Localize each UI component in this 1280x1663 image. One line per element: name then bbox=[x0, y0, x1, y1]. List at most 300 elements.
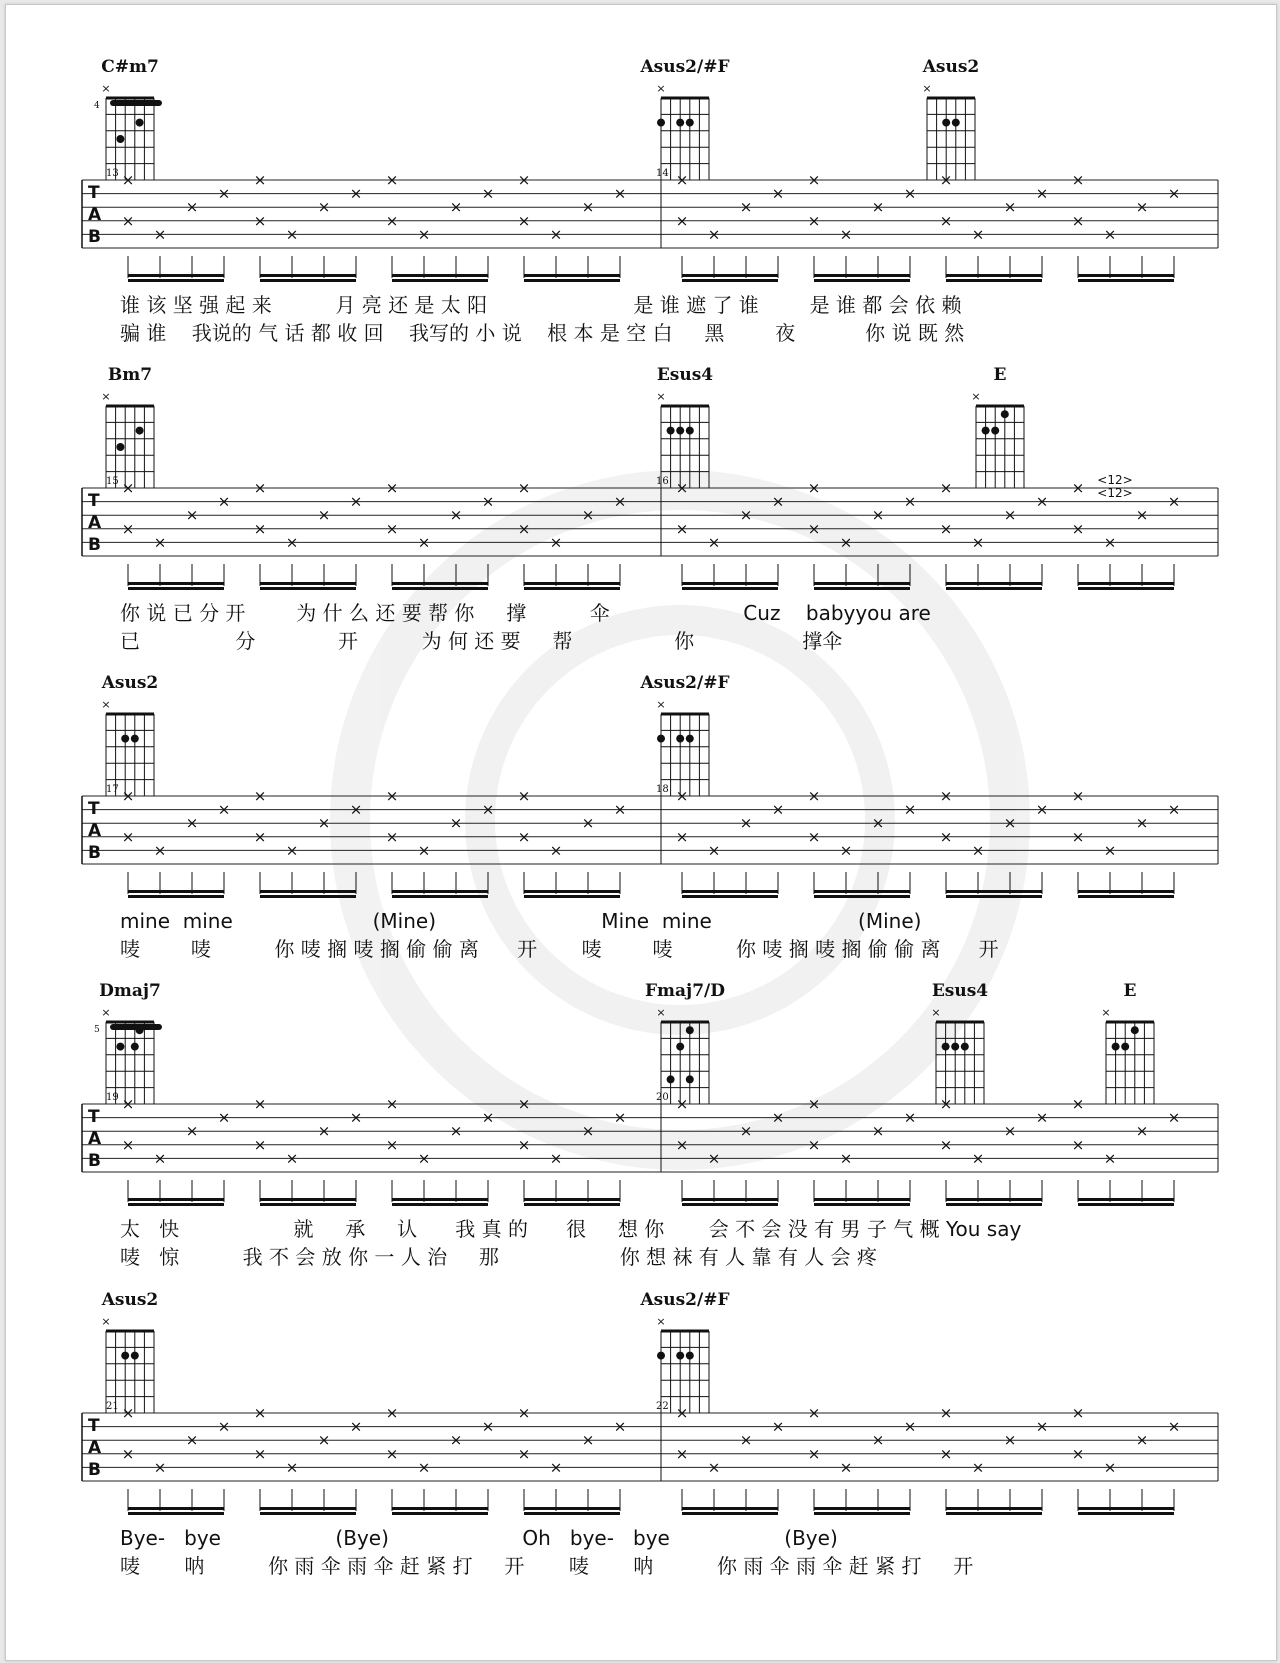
beam bbox=[1078, 582, 1174, 585]
dead-note: × bbox=[1071, 827, 1085, 846]
beam bbox=[524, 1198, 620, 1201]
measure-number: 16 bbox=[656, 476, 669, 487]
dead-note: × bbox=[517, 1444, 531, 1463]
dead-note: × bbox=[903, 1417, 917, 1436]
dead-note: × bbox=[385, 211, 399, 230]
chord-name: E bbox=[993, 365, 1007, 385]
dead-note: × bbox=[253, 171, 267, 189]
chord-name: Dmaj7 bbox=[99, 981, 161, 1001]
beam bbox=[946, 279, 1042, 282]
beam bbox=[946, 582, 1042, 585]
dead-note: × bbox=[481, 1108, 495, 1127]
dead-note: × bbox=[1103, 1149, 1117, 1168]
lyric-line: 唛 惊 我 不 会 放 你 一 人 治 那 你 想 袜 有 人 靠 有 人 会 疼 bbox=[120, 1245, 877, 1269]
dead-note: × bbox=[613, 1108, 627, 1127]
beam bbox=[524, 890, 620, 893]
dead-note: × bbox=[771, 492, 785, 511]
dead-note: × bbox=[185, 1122, 199, 1141]
dead-note: × bbox=[675, 1135, 689, 1154]
chord-dot bbox=[686, 735, 694, 743]
beam bbox=[946, 1512, 1042, 1515]
beam bbox=[946, 895, 1042, 898]
beat-group bbox=[386, 1095, 495, 1206]
beat-group bbox=[254, 171, 363, 282]
dead-note: × bbox=[807, 211, 821, 230]
chord-dot bbox=[686, 1075, 694, 1083]
tab-clef-t: T bbox=[88, 1107, 100, 1127]
chord-dot bbox=[136, 427, 144, 435]
dead-note: × bbox=[675, 479, 689, 497]
dead-note: × bbox=[1071, 1135, 1085, 1154]
dead-note: × bbox=[285, 841, 299, 860]
dead-note: × bbox=[317, 506, 331, 525]
dead-note: × bbox=[1003, 1431, 1017, 1450]
beam bbox=[814, 895, 910, 898]
dead-note: × bbox=[707, 225, 721, 244]
dead-note: × bbox=[939, 171, 953, 189]
chord-dot bbox=[676, 119, 684, 127]
dead-note: × bbox=[517, 479, 531, 497]
dead-note: × bbox=[121, 827, 135, 846]
dead-note: × bbox=[1071, 787, 1085, 805]
chord-diagram bbox=[101, 1290, 159, 1413]
chord-dot bbox=[131, 1043, 139, 1051]
beam bbox=[392, 587, 488, 590]
dead-note: × bbox=[871, 198, 885, 217]
tab-clef-t: T bbox=[88, 183, 100, 203]
chord-dot bbox=[952, 119, 960, 127]
beam bbox=[392, 1507, 488, 1510]
chord-dot bbox=[676, 1352, 684, 1360]
dead-note: × bbox=[1003, 198, 1017, 217]
dead-note: × bbox=[253, 1095, 267, 1113]
beam bbox=[946, 1203, 1042, 1206]
beam bbox=[1078, 274, 1174, 277]
beat-group bbox=[518, 171, 627, 282]
dead-note: × bbox=[1167, 492, 1181, 511]
dead-note: × bbox=[1071, 211, 1085, 230]
dead-note: × bbox=[1035, 1417, 1049, 1436]
dead-note: × bbox=[385, 1404, 399, 1422]
beam bbox=[946, 890, 1042, 893]
dead-note: × bbox=[517, 787, 531, 805]
beam bbox=[524, 1203, 620, 1206]
beam bbox=[682, 895, 778, 898]
muted-string-mark: × bbox=[656, 390, 666, 403]
dead-note: × bbox=[675, 787, 689, 805]
dead-note: × bbox=[675, 827, 689, 846]
dead-note: × bbox=[771, 1108, 785, 1127]
dead-note: × bbox=[385, 519, 399, 538]
dead-note: × bbox=[217, 1108, 231, 1127]
dead-note: × bbox=[675, 171, 689, 189]
dead-note: × bbox=[549, 225, 563, 244]
dead-note: × bbox=[871, 506, 885, 525]
dead-note: × bbox=[807, 519, 821, 538]
dead-note: × bbox=[807, 787, 821, 805]
dead-note: × bbox=[581, 1431, 595, 1450]
muted-string-mark: × bbox=[656, 1006, 666, 1019]
beat-group bbox=[676, 1404, 785, 1515]
muted-string-mark: × bbox=[922, 82, 932, 95]
dead-note: × bbox=[385, 479, 399, 497]
chord-diagram bbox=[94, 981, 162, 1104]
muted-string-mark: × bbox=[101, 82, 111, 95]
dead-note: × bbox=[185, 198, 199, 217]
tab-clef-t: T bbox=[88, 799, 100, 819]
chord-dot bbox=[1112, 1043, 1120, 1051]
beam bbox=[128, 890, 224, 893]
dead-note: × bbox=[549, 1458, 563, 1477]
dead-note: × bbox=[285, 533, 299, 552]
beat-group bbox=[940, 1095, 1049, 1206]
chord-name: Fmaj7/D bbox=[644, 981, 726, 1001]
beam bbox=[524, 582, 620, 585]
chord-name: Asus2 bbox=[101, 1290, 159, 1310]
beam bbox=[524, 274, 620, 277]
dead-note: × bbox=[871, 814, 885, 833]
dead-note: × bbox=[217, 184, 231, 203]
dead-note: × bbox=[807, 171, 821, 189]
beam bbox=[260, 274, 356, 277]
dead-note: × bbox=[217, 800, 231, 819]
dead-note: × bbox=[903, 492, 917, 511]
tab-clef-a: A bbox=[88, 821, 102, 841]
lyric-line: 唛 呐 你 雨 伞 雨 伞 赶 紧 打 开 唛 呐 你 雨 伞 雨 伞 赶 紧 打 开 bbox=[120, 1554, 974, 1578]
dead-note: × bbox=[153, 533, 167, 552]
dead-note: × bbox=[613, 492, 627, 511]
beam bbox=[682, 1203, 778, 1206]
beam bbox=[814, 890, 910, 893]
dead-note: × bbox=[253, 787, 267, 805]
chord-dot bbox=[951, 1043, 959, 1051]
muted-string-mark: × bbox=[101, 698, 111, 711]
dead-note: × bbox=[317, 814, 331, 833]
dead-note: × bbox=[971, 1458, 985, 1477]
tab-clef-t: T bbox=[88, 1416, 100, 1436]
beam bbox=[128, 1507, 224, 1510]
beam bbox=[1078, 1507, 1174, 1510]
chord-dot bbox=[667, 427, 675, 435]
dead-note: × bbox=[1135, 814, 1149, 833]
chord-diagram bbox=[645, 981, 725, 1104]
dead-note: × bbox=[739, 198, 753, 217]
dead-note: × bbox=[349, 184, 363, 203]
beam bbox=[814, 587, 910, 590]
beam bbox=[682, 274, 778, 277]
dead-note: × bbox=[185, 814, 199, 833]
dead-note: × bbox=[449, 1431, 463, 1450]
dead-note: × bbox=[939, 211, 953, 230]
beam bbox=[1078, 890, 1174, 893]
beam bbox=[814, 1507, 910, 1510]
dead-note: × bbox=[517, 827, 531, 846]
tab-staff bbox=[82, 1401, 1218, 1515]
muted-string-mark: × bbox=[971, 390, 981, 403]
muted-string-mark: × bbox=[101, 1315, 111, 1328]
dead-note: × bbox=[121, 479, 135, 497]
chord-diagram bbox=[639, 57, 729, 180]
dead-note: × bbox=[739, 1122, 753, 1141]
dead-note: × bbox=[121, 1135, 135, 1154]
beam bbox=[524, 587, 620, 590]
muted-string-mark: × bbox=[931, 1006, 941, 1019]
beat-group bbox=[1072, 787, 1181, 898]
dead-note: × bbox=[807, 1444, 821, 1463]
chord-diagram bbox=[101, 673, 159, 796]
chord-name: E bbox=[1123, 981, 1137, 1001]
dead-note: × bbox=[839, 1149, 853, 1168]
dead-note: × bbox=[771, 184, 785, 203]
dead-note: × bbox=[517, 211, 531, 230]
dead-note: × bbox=[971, 533, 985, 552]
beam bbox=[260, 1512, 356, 1515]
dead-note: × bbox=[481, 492, 495, 511]
dead-note: × bbox=[481, 1417, 495, 1436]
chord-diagram bbox=[971, 365, 1024, 488]
beam bbox=[946, 274, 1042, 277]
dead-note: × bbox=[385, 787, 399, 805]
chord-dot bbox=[982, 427, 990, 435]
dead-note: × bbox=[1035, 800, 1049, 819]
beam bbox=[128, 1203, 224, 1206]
beam bbox=[128, 279, 224, 282]
dead-note: × bbox=[549, 533, 563, 552]
tab-clef-b: B bbox=[88, 227, 101, 247]
dead-note: × bbox=[153, 1149, 167, 1168]
chord-diagram bbox=[1101, 981, 1154, 1104]
dead-note: × bbox=[807, 1135, 821, 1154]
dead-note: × bbox=[385, 1095, 399, 1113]
dead-note: × bbox=[871, 1431, 885, 1450]
chord-fret-number: 5 bbox=[94, 1025, 100, 1035]
dead-note: × bbox=[675, 1444, 689, 1463]
dead-note: × bbox=[807, 827, 821, 846]
lyric-line: 太 快 就 承 认 我 真 的 很 想 你 会 不 会 没 有 男 子 气 概 You say bbox=[120, 1217, 1022, 1241]
chord-dot bbox=[676, 1043, 684, 1051]
dead-note: × bbox=[581, 506, 595, 525]
dead-note: × bbox=[939, 1135, 953, 1154]
dead-note: × bbox=[939, 1444, 953, 1463]
chord-dot bbox=[991, 427, 999, 435]
chord-barre bbox=[110, 100, 162, 106]
beat-group bbox=[676, 787, 785, 898]
beat-group bbox=[122, 1404, 231, 1515]
chord-dot bbox=[131, 735, 139, 743]
dead-note: × bbox=[1071, 1095, 1085, 1113]
lyric-line: Bye- bye (Bye) Oh bye- bye (Bye) bbox=[120, 1526, 838, 1550]
chord-dot bbox=[1131, 1026, 1139, 1034]
beam bbox=[260, 1507, 356, 1510]
dead-note: × bbox=[121, 1404, 135, 1422]
dead-note: × bbox=[1071, 479, 1085, 497]
dead-note: × bbox=[349, 1417, 363, 1436]
tab-clef-b: B bbox=[88, 535, 101, 555]
dead-note: × bbox=[285, 1458, 299, 1477]
muted-string-mark: × bbox=[101, 390, 111, 403]
dead-note: × bbox=[675, 1095, 689, 1113]
beam bbox=[524, 279, 620, 282]
chord-name: Esus4 bbox=[931, 981, 989, 1001]
chord-fret-number: 4 bbox=[94, 101, 100, 111]
beam bbox=[1078, 895, 1174, 898]
dead-note: × bbox=[549, 841, 563, 860]
tab-staff bbox=[82, 168, 1218, 282]
chord-barre bbox=[110, 1024, 162, 1030]
beam bbox=[814, 1198, 910, 1201]
chord-diagram bbox=[101, 365, 154, 488]
dead-note: × bbox=[1135, 506, 1149, 525]
beam bbox=[260, 582, 356, 585]
dead-note: × bbox=[349, 800, 363, 819]
chord-dot bbox=[686, 1352, 694, 1360]
measure-number: 18 bbox=[656, 784, 669, 795]
dead-note: × bbox=[1071, 1444, 1085, 1463]
dead-note: × bbox=[417, 1149, 431, 1168]
dead-note: × bbox=[903, 1108, 917, 1127]
dead-note: × bbox=[707, 1458, 721, 1477]
dead-note: × bbox=[153, 841, 167, 860]
beam bbox=[128, 1198, 224, 1201]
beat-group bbox=[940, 1404, 1049, 1515]
beam bbox=[260, 890, 356, 893]
dead-note: × bbox=[839, 533, 853, 552]
muted-string-mark: × bbox=[656, 82, 666, 95]
beat-group bbox=[518, 1404, 627, 1515]
dead-note: × bbox=[581, 1122, 595, 1141]
beam bbox=[128, 1512, 224, 1515]
beat-group bbox=[1072, 1095, 1181, 1206]
chord-dot bbox=[686, 1026, 694, 1034]
chord-name: Asus2 bbox=[101, 673, 159, 693]
dead-note: × bbox=[285, 225, 299, 244]
beam bbox=[392, 890, 488, 893]
dead-note: × bbox=[481, 184, 495, 203]
dead-note: × bbox=[939, 519, 953, 538]
beam bbox=[814, 274, 910, 277]
dead-note: × bbox=[613, 1417, 627, 1436]
beam bbox=[1078, 587, 1174, 590]
harmonic-label: <12> bbox=[1097, 486, 1133, 500]
beat-group bbox=[254, 1404, 363, 1515]
dead-note: × bbox=[939, 787, 953, 805]
dead-note: × bbox=[121, 1095, 135, 1113]
dead-note: × bbox=[121, 211, 135, 230]
dead-note: × bbox=[121, 787, 135, 805]
dead-note: × bbox=[121, 171, 135, 189]
dead-note: × bbox=[739, 814, 753, 833]
beat-group bbox=[122, 171, 231, 282]
dead-note: × bbox=[449, 814, 463, 833]
beat-group bbox=[518, 787, 627, 898]
dead-note: × bbox=[871, 1122, 885, 1141]
dead-note: × bbox=[839, 1458, 853, 1477]
beam bbox=[814, 1203, 910, 1206]
muted-string-mark: × bbox=[101, 1006, 111, 1019]
dead-note: × bbox=[707, 533, 721, 552]
chord-dot bbox=[961, 1043, 969, 1051]
chord-dot bbox=[942, 119, 950, 127]
dead-note: × bbox=[1167, 1108, 1181, 1127]
dead-note: × bbox=[1035, 1108, 1049, 1127]
beam bbox=[260, 587, 356, 590]
beat-group bbox=[122, 1095, 231, 1206]
measure-number: 21 bbox=[106, 1401, 119, 1412]
dead-note: × bbox=[675, 519, 689, 538]
dead-note: × bbox=[1071, 171, 1085, 189]
chord-dot bbox=[667, 1075, 675, 1083]
dead-note: × bbox=[1135, 198, 1149, 217]
chord-dot bbox=[1121, 1043, 1129, 1051]
dead-note: × bbox=[1003, 1122, 1017, 1141]
beam bbox=[392, 895, 488, 898]
beam bbox=[128, 274, 224, 277]
chord-name: Esus4 bbox=[656, 365, 714, 385]
beat-group bbox=[1072, 171, 1181, 282]
chord-diagram bbox=[656, 365, 713, 488]
chord-name: Asus2 bbox=[922, 57, 980, 77]
dead-note: × bbox=[939, 1095, 953, 1113]
lyric-line: 唛 唛 你 唛 搁 唛 搁 偷 偷 离 开 唛 唛 你 唛 搁 唛 搁 偷 偷 离 开 bbox=[120, 937, 999, 961]
dead-note: × bbox=[517, 1135, 531, 1154]
tab-staff bbox=[82, 784, 1218, 898]
dead-note: × bbox=[253, 211, 267, 230]
dead-note: × bbox=[517, 519, 531, 538]
dead-note: × bbox=[807, 479, 821, 497]
chord-name: Bm7 bbox=[107, 365, 153, 385]
dead-note: × bbox=[939, 479, 953, 497]
dead-note: × bbox=[417, 225, 431, 244]
chord-dot bbox=[686, 119, 694, 127]
dead-note: × bbox=[1071, 1404, 1085, 1422]
chord-dot bbox=[942, 1043, 950, 1051]
dead-note: × bbox=[839, 225, 853, 244]
dead-note: × bbox=[185, 506, 199, 525]
dead-note: × bbox=[253, 519, 267, 538]
beat-group bbox=[122, 479, 231, 590]
dead-note: × bbox=[217, 492, 231, 511]
dead-note: × bbox=[417, 841, 431, 860]
dead-note: × bbox=[1167, 184, 1181, 203]
dead-note: × bbox=[903, 184, 917, 203]
measure-number: 19 bbox=[106, 1092, 119, 1103]
beam bbox=[1078, 1512, 1174, 1515]
dead-note: × bbox=[253, 827, 267, 846]
tab-clef-a: A bbox=[88, 1438, 102, 1458]
beam bbox=[682, 1198, 778, 1201]
beam bbox=[814, 279, 910, 282]
tab-clef-a: A bbox=[88, 1129, 102, 1149]
beam bbox=[682, 1507, 778, 1510]
dead-note: × bbox=[807, 1404, 821, 1422]
beam bbox=[128, 582, 224, 585]
dead-note: × bbox=[417, 533, 431, 552]
dead-note: × bbox=[217, 1417, 231, 1436]
chord-dot bbox=[136, 119, 144, 127]
dead-note: × bbox=[613, 184, 627, 203]
beam bbox=[946, 587, 1042, 590]
dead-note: × bbox=[253, 479, 267, 497]
chord-dot bbox=[657, 119, 665, 127]
dead-note: × bbox=[739, 1431, 753, 1450]
dead-note: × bbox=[517, 171, 531, 189]
dead-note: × bbox=[707, 1149, 721, 1168]
dead-note: × bbox=[581, 198, 595, 217]
dead-note: × bbox=[971, 1149, 985, 1168]
dead-note: × bbox=[1035, 184, 1049, 203]
beat-group bbox=[1072, 1404, 1181, 1515]
tab-clef-t: T bbox=[88, 491, 100, 511]
